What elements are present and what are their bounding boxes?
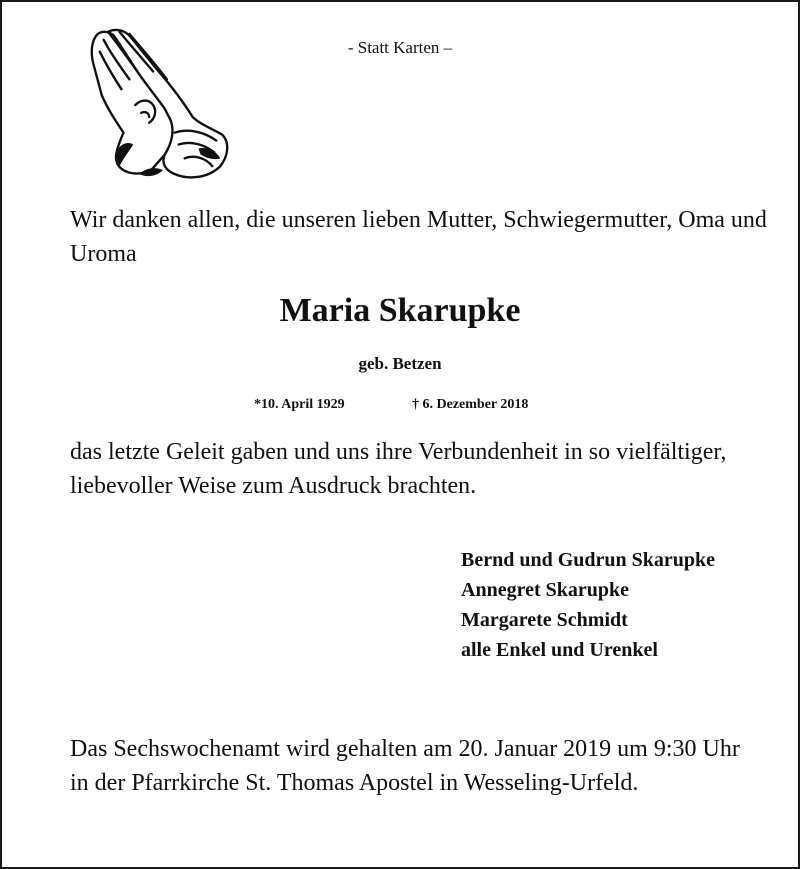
signer-name: alle Enkel und Urenkel — [461, 639, 658, 661]
signer-name: Annegret Skarupke — [461, 579, 629, 601]
signer-name: Margarete Schmidt — [461, 609, 628, 631]
deceased-name: Maria Skarupke — [279, 292, 521, 329]
thanks-text: das letzte Geleit gaben und uns ihre Verbundenheit in so vielfältiger, liebevoller Weise zum Ausdruck brachten. — [70, 439, 727, 499]
signer-name: Bernd und Gudrun Skarupke — [461, 549, 716, 571]
maiden-name: geb. Betzen — [358, 354, 442, 373]
statt-karten-header: - Statt Karten – — [347, 38, 453, 57]
death-date: † 6. Dezember 2018 — [412, 397, 529, 412]
intro-text: Wir danken allen, die unseren lieben Mutter, Schwiegermutter, Oma und Uroma — [70, 207, 767, 267]
birth-date: *10. April 1929 — [254, 397, 345, 412]
signers-list — [461, 545, 715, 665]
service-text: Das Sechswochenamt wird gehalten am 20. Januar 2019 um 9:30 Uhr in der Pfarrkirche St. Thomas Apostel in Wesseling-Urfeld. — [70, 736, 740, 796]
